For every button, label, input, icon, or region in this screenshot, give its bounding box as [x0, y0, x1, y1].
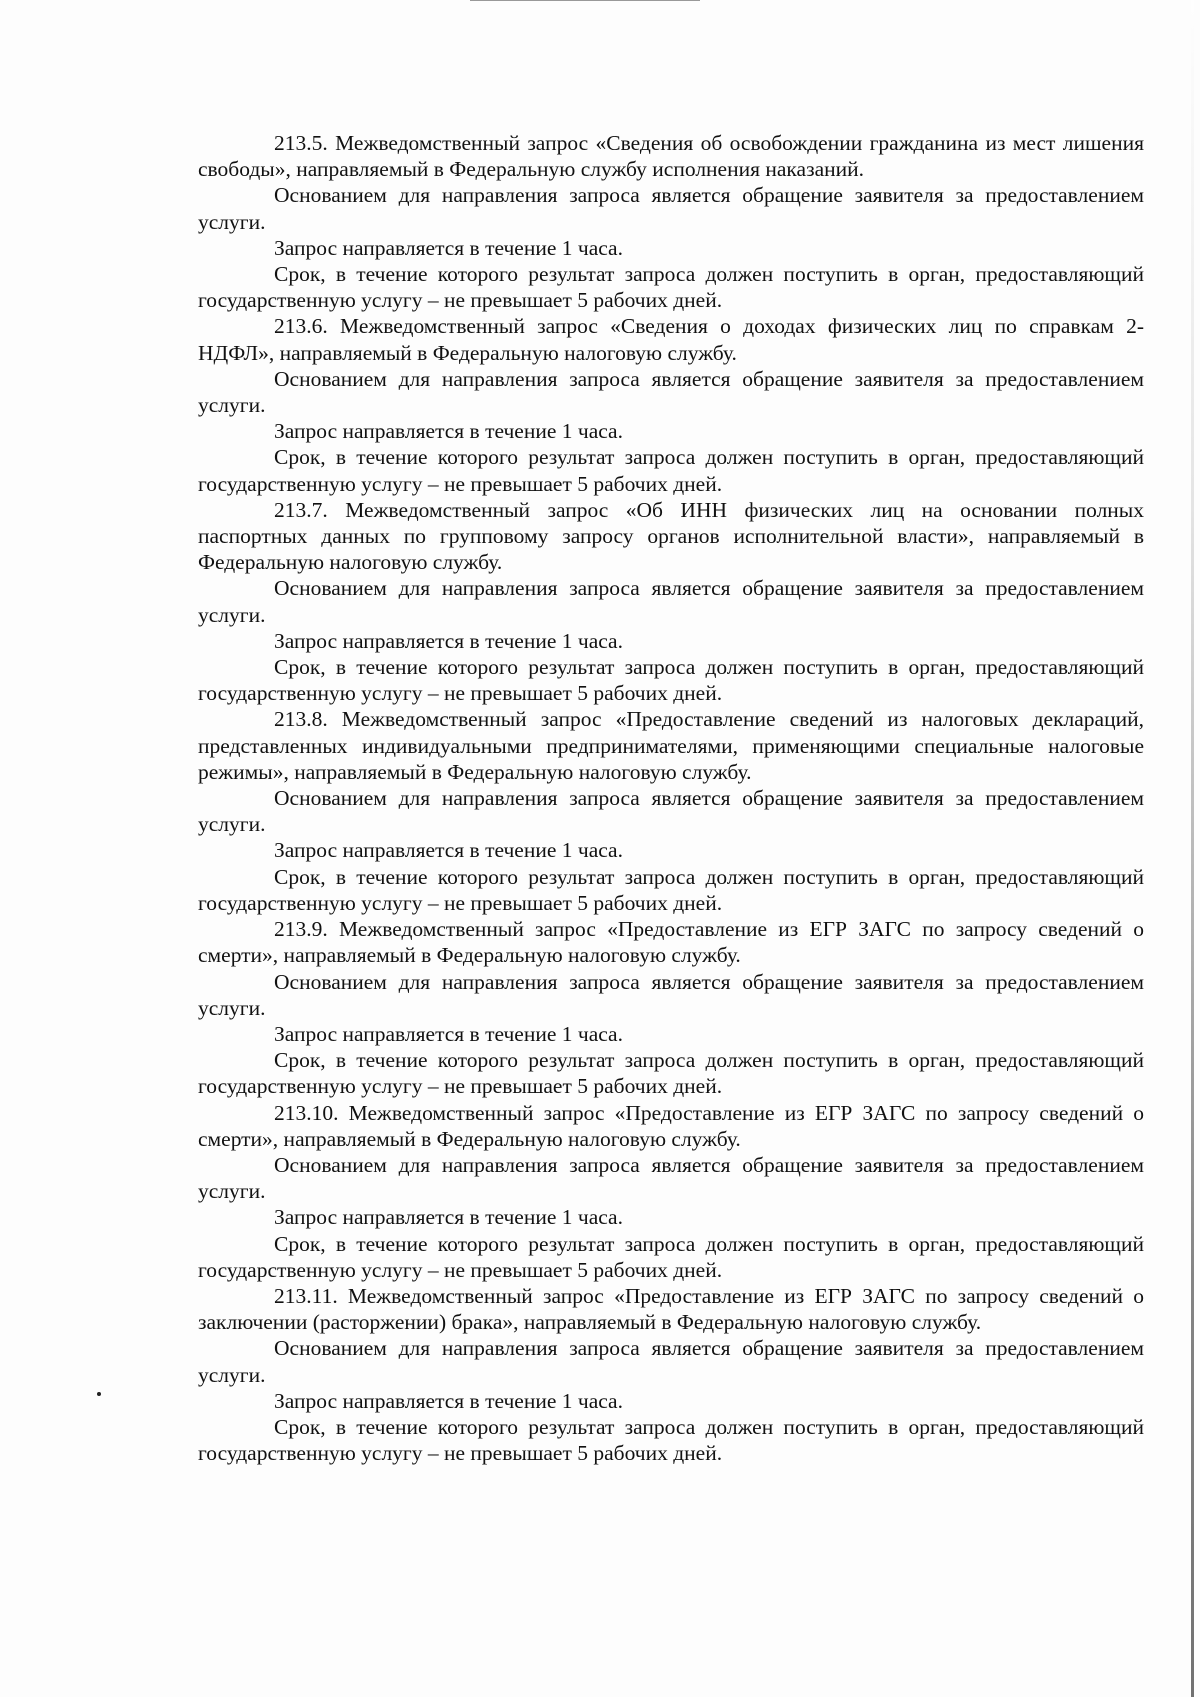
dispatch-time-paragraph: Запрос направляется в течение 1 часа. [274, 1388, 623, 1413]
dispatch-time-paragraph: Запрос направляется в течение 1 часа. [274, 235, 623, 260]
section-213-9-heading: 213.9. Межведомственный запрос «Предоставление из ЕГР ЗАГС по запросу сведений о смерти», направляемый в Федеральную налоговую службу. [198, 917, 1144, 968]
scan-right-edge [1191, 0, 1194, 1697]
deadline-paragraph: Срок, в течение которого результат запроса должен поступить в орган, предоставляющий государственную услугу – не превышает 5 рабочих дней. [198, 1048, 1144, 1099]
basis-paragraph: Основанием для направления запроса является обращение заявителя за предоставлением услуги. [198, 576, 1144, 627]
dispatch-time-paragraph: Запрос направляется в течение 1 часа. [274, 628, 623, 653]
deadline-paragraph: Срок, в течение которого результат запроса должен поступить в орган, предоставляющий государственную услугу – не превышает 5 рабочих дней. [198, 262, 1144, 313]
scan-speck [97, 1392, 101, 1396]
section-213-11-heading: 213.11. Межведомственный запрос «Предоставление из ЕГР ЗАГС по запросу сведений о заключении (расторжении) брака», направляемый в Федеральную налоговую службу. [198, 1283, 1144, 1335]
basis-paragraph: Основанием для направления запроса является обращение заявителя за предоставлением услуги. [198, 366, 1144, 418]
deadline-paragraph: Срок, в течение которого результат запроса должен поступить в орган, предоставляющий государственную услугу – не превышает 5 рабочих дней. [198, 864, 1144, 915]
dispatch-time-paragraph: Запрос направляется в течение 1 часа. [274, 1205, 623, 1230]
dispatch-time-paragraph: Запрос направляется в течение 1 часа. [274, 419, 623, 444]
basis-paragraph: Основанием для направления запроса является обращение заявителя за предоставлением услуги. [198, 1152, 1144, 1204]
basis-paragraph: Основанием для направления запроса является обращение заявителя за предоставлением услуги. [198, 183, 1144, 234]
dispatch-time-paragraph: Запрос направляется в течение 1 часа. [274, 1021, 623, 1046]
document-body [198, 130, 1144, 1466]
section-213-10-heading: 213.10. Межведомственный запрос «Предоставление из ЕГР ЗАГС по запросу сведений о смерти», направляемый в Федеральную налоговую службу. [198, 1100, 1144, 1151]
basis-paragraph: Основанием для направления запроса является обращение заявителя за предоставлением услуги. [198, 786, 1144, 837]
deadline-paragraph: Срок, в течение которого результат запроса должен поступить в орган, предоставляющий государственную услугу – не превышает 5 рабочих дней. [198, 445, 1144, 496]
scan-top-edge [470, 0, 700, 1]
dispatch-time-paragraph: Запрос направляется в течение 1 часа. [274, 838, 623, 863]
section-213-5-heading: 213.5. Межведомственный запрос «Сведения об освобождении гражданина из мест лишения свободы», направляемый в Федеральную службу исполнения наказаний. [198, 131, 1144, 182]
deadline-paragraph: Срок, в течение которого результат запроса должен поступить в орган, предоставляющий государственную услугу – не превышает 5 рабочих дней. [198, 655, 1144, 706]
deadline-paragraph: Срок, в течение которого результат запроса должен поступить в орган, предоставляющий государственную услугу – не превышает 5 рабочих дней. [198, 1231, 1144, 1282]
basis-paragraph: Основанием для направления запроса является обращение заявителя за предоставлением услуги. [198, 969, 1144, 1020]
section-213-8-heading: 213.8. Межведомственный запрос «Предоставление сведений из налоговых деклараций, представленных индивидуальными предпринимателями, применяющими специальные налоговые режимы», направляемый в Федеральную налоговую службу. [198, 707, 1144, 784]
basis-paragraph: Основанием для направления запроса является обращение заявителя за предоставлением услуги. [198, 1336, 1144, 1387]
section-213-7-heading: 213.7. Межведомственный запрос «Об ИНН физических лиц на основании полных паспортных данных по групповому запросу органов исполнительной власти», направляемый в Федеральную налоговую службу. [198, 497, 1144, 575]
section-213-6-heading: 213.6. Межведомственный запрос «Сведения о доходах физических лиц по справкам 2-НДФЛ», направляемый в Федеральную налоговую службу. [198, 314, 1144, 365]
deadline-paragraph: Срок, в течение которого результат запроса должен поступить в орган, предоставляющий государственную услугу – не превышает 5 рабочих дней. [198, 1414, 1144, 1466]
